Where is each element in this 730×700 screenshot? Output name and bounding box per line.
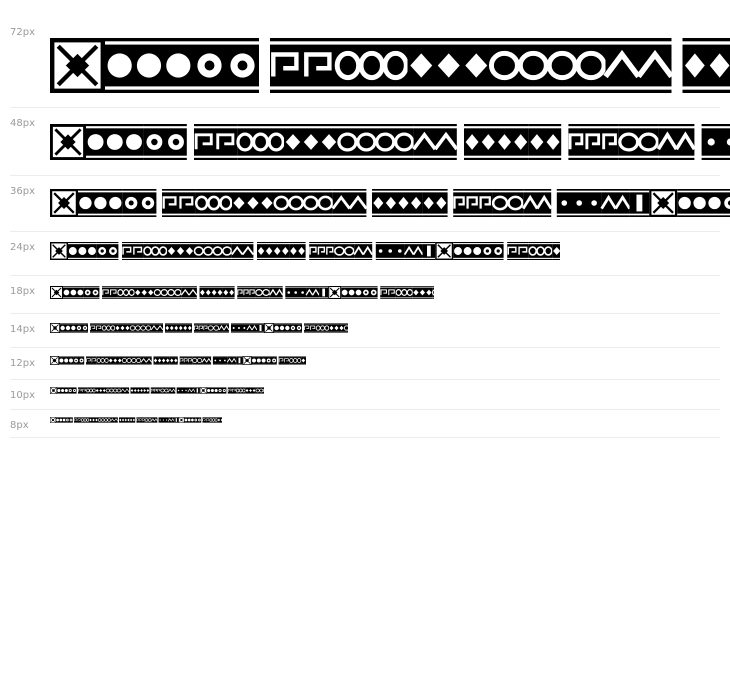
glyph-strip (50, 387, 264, 394)
ornament-glyphs (50, 356, 306, 365)
size-row-72 (10, 20, 720, 108)
size-label: 18px (10, 286, 35, 297)
ornament-glyphs (50, 323, 348, 333)
size-row-10 (10, 380, 720, 410)
ornament-glyphs (50, 189, 730, 217)
size-label: 12px (10, 358, 35, 369)
size-label: 8px (10, 420, 29, 431)
size-row-14 (10, 314, 720, 348)
size-label: 36px (10, 186, 35, 197)
ornament-glyphs (50, 417, 222, 423)
ornament-glyphs (50, 124, 730, 160)
size-label: 48px (10, 118, 35, 129)
size-row-12 (10, 348, 720, 380)
glyph-strip (50, 356, 306, 365)
glyph-strip (50, 242, 560, 260)
size-row-36 (10, 176, 720, 232)
size-row-48 (10, 108, 720, 176)
glyph-strip (50, 286, 434, 299)
ornament-glyphs (50, 242, 560, 260)
size-label: 24px (10, 242, 35, 253)
size-label: 14px (10, 324, 35, 335)
ornament-glyphs (50, 38, 730, 93)
glyph-strip (50, 189, 730, 217)
size-row-8 (10, 410, 720, 438)
glyph-strip (50, 38, 730, 93)
ornament-glyphs (50, 286, 434, 299)
glyph-strip (50, 323, 348, 333)
size-label: 72px (10, 27, 35, 38)
ornament-glyphs (50, 387, 264, 394)
glyph-strip (50, 124, 730, 160)
glyph-strip (50, 417, 222, 423)
size-row-18 (10, 276, 720, 314)
size-label: 10px (10, 390, 35, 401)
size-row-24 (10, 232, 720, 276)
